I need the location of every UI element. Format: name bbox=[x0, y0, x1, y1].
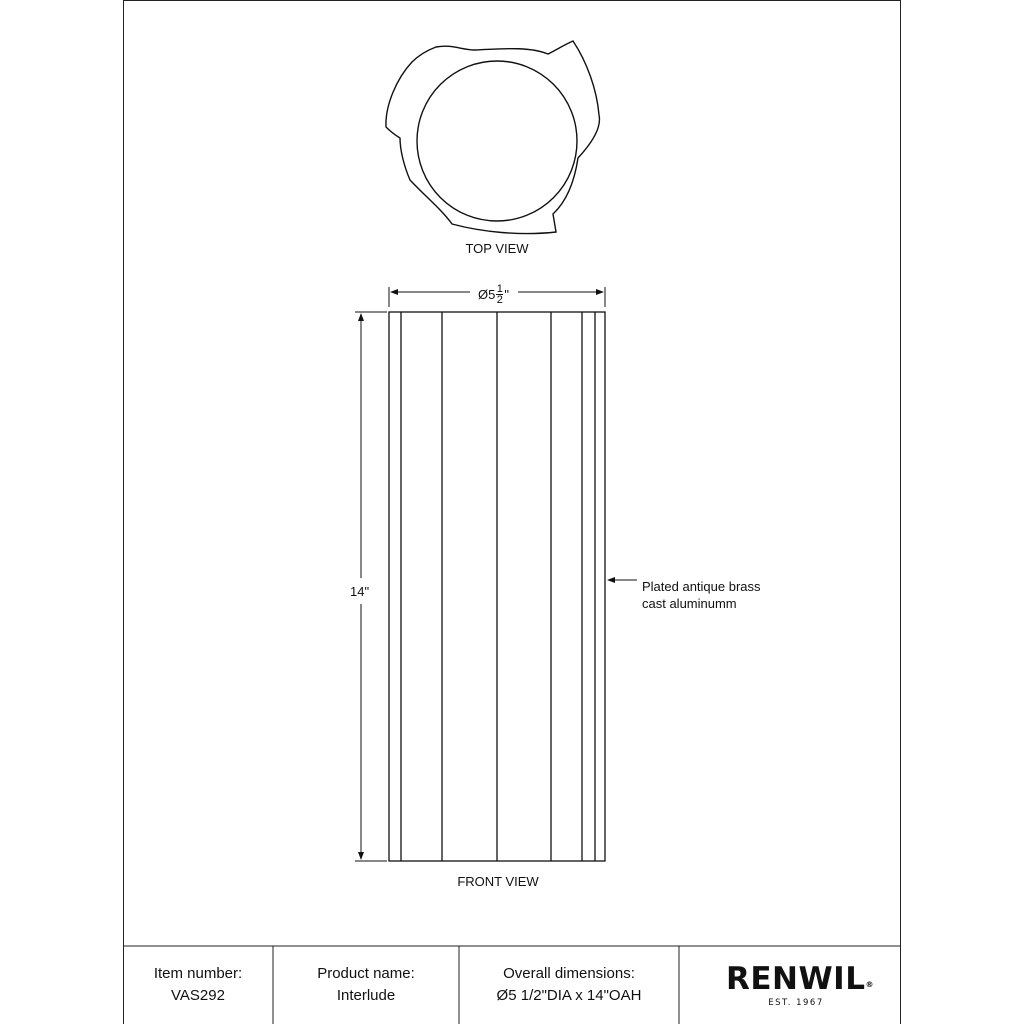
brand-wordmark: RENWIL bbox=[726, 961, 866, 997]
brand-established: EST. 1967 bbox=[768, 998, 824, 1008]
product-name-label: Product name: bbox=[317, 965, 415, 982]
product-name-cell bbox=[273, 946, 459, 1024]
fraction-denominator: 2 bbox=[496, 294, 503, 306]
front-view bbox=[389, 312, 605, 861]
top-view-inner-circle bbox=[417, 61, 577, 221]
top-view-label: TOP VIEW bbox=[465, 241, 529, 256]
width-dimension-text bbox=[478, 284, 509, 305]
diameter-prefix: Ø5 bbox=[478, 287, 496, 302]
top-view bbox=[386, 41, 600, 234]
material-callout-line1: Plated antique brass bbox=[642, 579, 761, 594]
top-view-outer-contour bbox=[386, 41, 600, 234]
item-number-cell bbox=[123, 946, 273, 1024]
material-callout-line2: cast aluminumm bbox=[642, 596, 737, 611]
renwil-logo bbox=[726, 961, 874, 1008]
diameter-fraction bbox=[496, 284, 503, 305]
product-name-value: Interlude bbox=[336, 987, 396, 1004]
height-dimension-text: 14" bbox=[350, 584, 370, 599]
brand-name bbox=[726, 961, 874, 997]
item-number-label: Item number: bbox=[153, 965, 243, 982]
diameter-suffix: " bbox=[504, 287, 509, 302]
overall-dimensions-cell bbox=[459, 946, 679, 1024]
front-view-label: FRONT VIEW bbox=[457, 874, 539, 889]
item-number-value: VAS292 bbox=[171, 987, 225, 1004]
overall-dimensions-value: Ø5 1/2"DIA x 14"OAH bbox=[496, 987, 642, 1004]
overall-dimensions-label: Overall dimensions: bbox=[503, 965, 635, 982]
material-callout bbox=[642, 578, 761, 612]
registered-mark: ® bbox=[865, 980, 874, 989]
fraction-numerator: 1 bbox=[496, 283, 503, 295]
